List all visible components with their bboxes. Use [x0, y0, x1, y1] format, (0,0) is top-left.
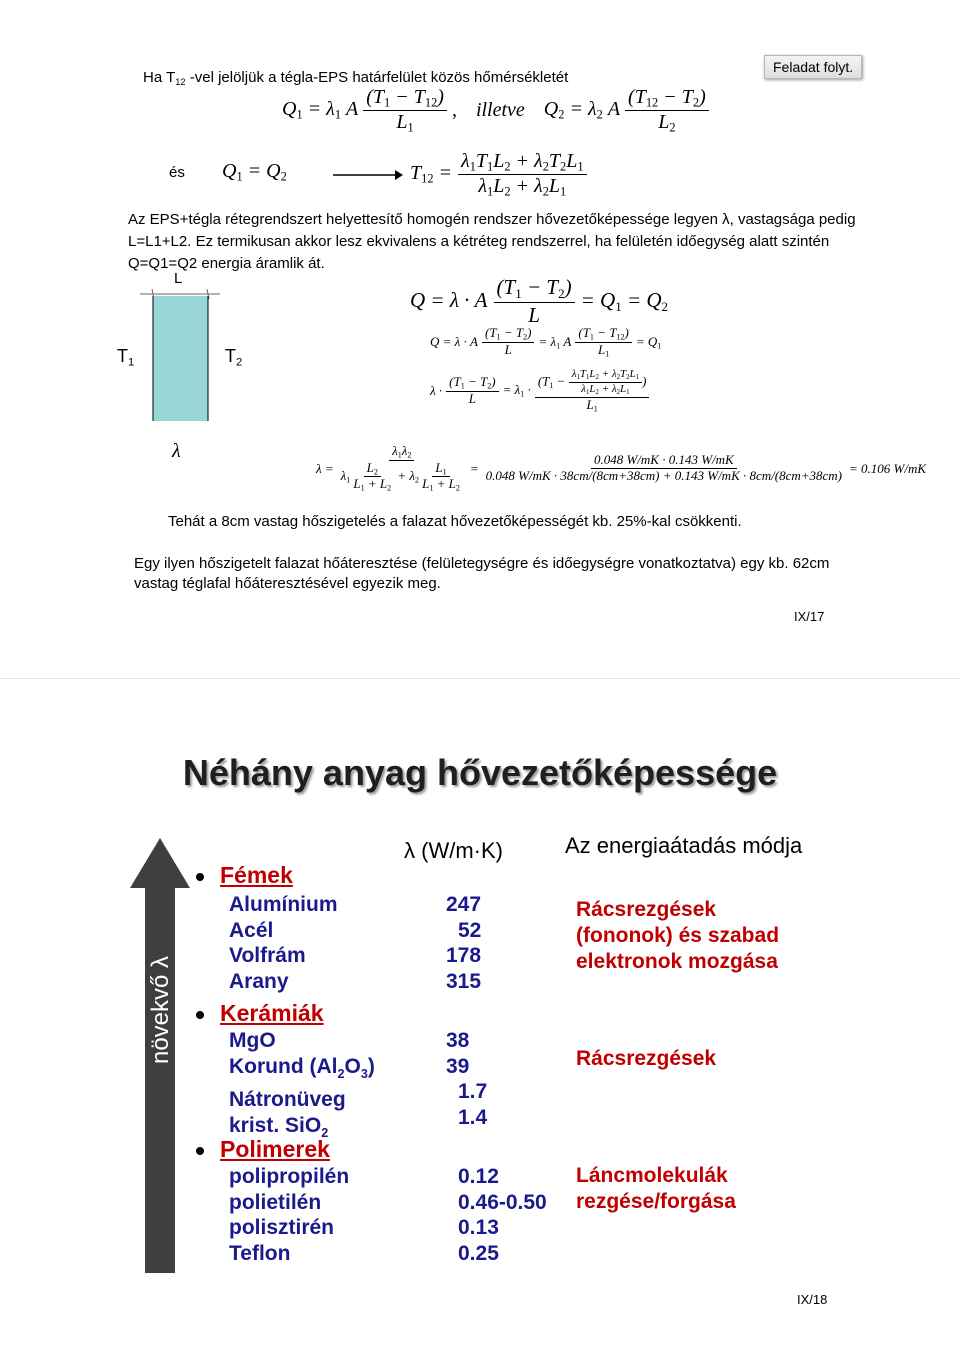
equation-lambda-step: λ · $\frac{(T_1 - T_2)}{L}$ = $\lambda_1$ · ($T_1$ − $\frac{\lambda_1T_1L_2 + \lambda_2T_2L_1}{\lambda_1L_2 + \lambda_2L_1}$ ) $L_1$	[430, 368, 649, 413]
arrow-label: növekvő λ	[147, 955, 174, 1065]
column-header-lambda: λ (W/m·K)	[404, 838, 503, 863]
equation-q1: $Q_1 = \lambda_1$ A $\frac{(T_1 - T_{12})}{L_1}$ , illetve $Q_2 = \lambda_2$ A $\frac{(T_{12} - T_2)}{L_2}$	[282, 86, 709, 135]
page-divider	[0, 678, 960, 679]
explanation-paragraph: Az EPS+tégla rétegrendszert helyettesítő homogén rendszer hővezetőképessége legyen λ, vastagsága pedig L=L1+L2. Ez termikusan akkor lesz ekvivalens a kétréteg rendszerrel, ha felületén időegység alatt szintén Q=Q1=Q2 energia áramlik át.	[128, 211, 856, 272]
value-cell: 0.13	[458, 1216, 499, 1239]
value-cell: 52	[458, 918, 482, 942]
value-cell: 0.25	[458, 1241, 499, 1265]
mode-metals: Rácsrezgések (fononok) és szabad elektronok mozgása	[576, 898, 780, 973]
implies-arrow-icon	[333, 168, 403, 182]
list-item: Korund $(Al_2O_3)$	[229, 1054, 375, 1081]
wall-diagram	[140, 286, 220, 426]
value-cell: 0.46-0.50	[458, 1190, 547, 1214]
ceramics-values	[446, 1028, 487, 1130]
mode-polymers: Láncmolekulák rezgése/forgása	[576, 1164, 736, 1213]
value-cell: 247	[446, 893, 482, 916]
group-ceramics: Kerámiák	[196, 1000, 324, 1027]
equation-q-total: Q = λ · A $\frac{(T_1 - T_2)}{L}$ = $Q_1 = Q_2$	[410, 275, 669, 327]
intro-text: Ha $T_{12}$ -vel jelöljük a tégla-EPS határfelület közös hőmérsékletét	[143, 69, 569, 87]
list-item: polietilén	[229, 1190, 322, 1214]
equation-q-step: Q = λ · A $\frac{(T_1 - T_2)}{L}$ = $\lambda_1$ A $\frac{(T_1 - T_{12})}{L_1}$ = $Q_1$	[430, 325, 662, 359]
page-number-18: IX/18	[797, 1292, 828, 1307]
bullet-icon	[196, 873, 204, 881]
page-number-17: IX/17	[794, 609, 825, 624]
bullet-icon	[196, 1147, 204, 1155]
list-item: polipropilén	[229, 1165, 350, 1188]
value-cell: 315	[446, 969, 482, 993]
mode-ceramics: Rácsrezgések	[576, 1047, 717, 1070]
bullet-icon	[196, 1011, 204, 1019]
metals-list	[229, 892, 338, 994]
list-item: Volfrám	[229, 944, 306, 967]
list-item: Arany	[229, 969, 289, 993]
list-item: krist. SiO$_2$	[229, 1113, 329, 1140]
list-item: polisztirén	[229, 1216, 335, 1239]
value-cell: 1.4	[458, 1105, 488, 1129]
value-cell: 0.12	[458, 1165, 499, 1188]
group-metals: Fémek	[196, 862, 293, 889]
ceramics-list	[229, 1028, 375, 1146]
equation-q-equal: $Q_1 = Q_2$	[222, 160, 287, 184]
es-label: és	[169, 164, 185, 181]
metals-values	[446, 892, 481, 994]
list-item: Teflon	[229, 1241, 291, 1265]
group-polymers: Polimerek	[196, 1136, 330, 1163]
note-text: Egy ilyen hőszigetelt falazat hőáteresztése (felületegységre és időegységre vonatkoztatva) egy kb. 62cm vastag téglafal hőáteresztésével egyezik meg.	[134, 555, 830, 592]
value-cell: 1.7	[458, 1080, 488, 1103]
polymers-list	[229, 1164, 349, 1266]
column-header-mode: Az energiaátadás módja	[565, 833, 803, 858]
label-thickness: L	[174, 270, 183, 287]
list-item: Alumínium	[229, 893, 338, 916]
label-t2: $T_2$	[225, 346, 243, 369]
label-lambda: λ	[172, 440, 181, 462]
equation-t12: $T_{12}$ = $\frac{\lambda_1T_1L_2 + \lambda_2T_2L_1}{\lambda_1L_2 + \lambda_2L_1}$	[410, 150, 587, 199]
next-page-button[interactable]: Feladat folyt.	[764, 55, 862, 79]
conclusion-text: Tehát a 8cm vastag hőszigetelés a falazat hővezetőképességét kb. 25%-kal csökkenti.	[168, 513, 742, 530]
value-cell: 38	[446, 1029, 470, 1052]
list-item: Nátronüveg	[229, 1088, 346, 1112]
polymers-values	[458, 1164, 547, 1266]
slide-title: Néhány anyag hővezetőképessége	[182, 752, 778, 793]
label-t1: $T_1$	[117, 346, 135, 369]
equation-lambda-result: λ = $\lambda_1\lambda_2$ $\lambda_1$ $\frac{L_2}{L_1 + L_2}$ + $\lambda_2$ $\frac{L_1}{L_1 + L_2}$ = $\frac{0.048 W/mK \cdot 0.143 W/mK}{0.048 W/mK \cdot 38cm/(8cm+38cm) + 0.143 W/mK \cdot 8cm/(8cm+38cm)}$ = 0.106 W/mK	[316, 443, 927, 493]
list-item: MgO	[229, 1029, 276, 1052]
value-cell: 178	[446, 944, 482, 967]
value-cell: 39	[446, 1054, 470, 1078]
list-item: Acél	[229, 918, 274, 942]
